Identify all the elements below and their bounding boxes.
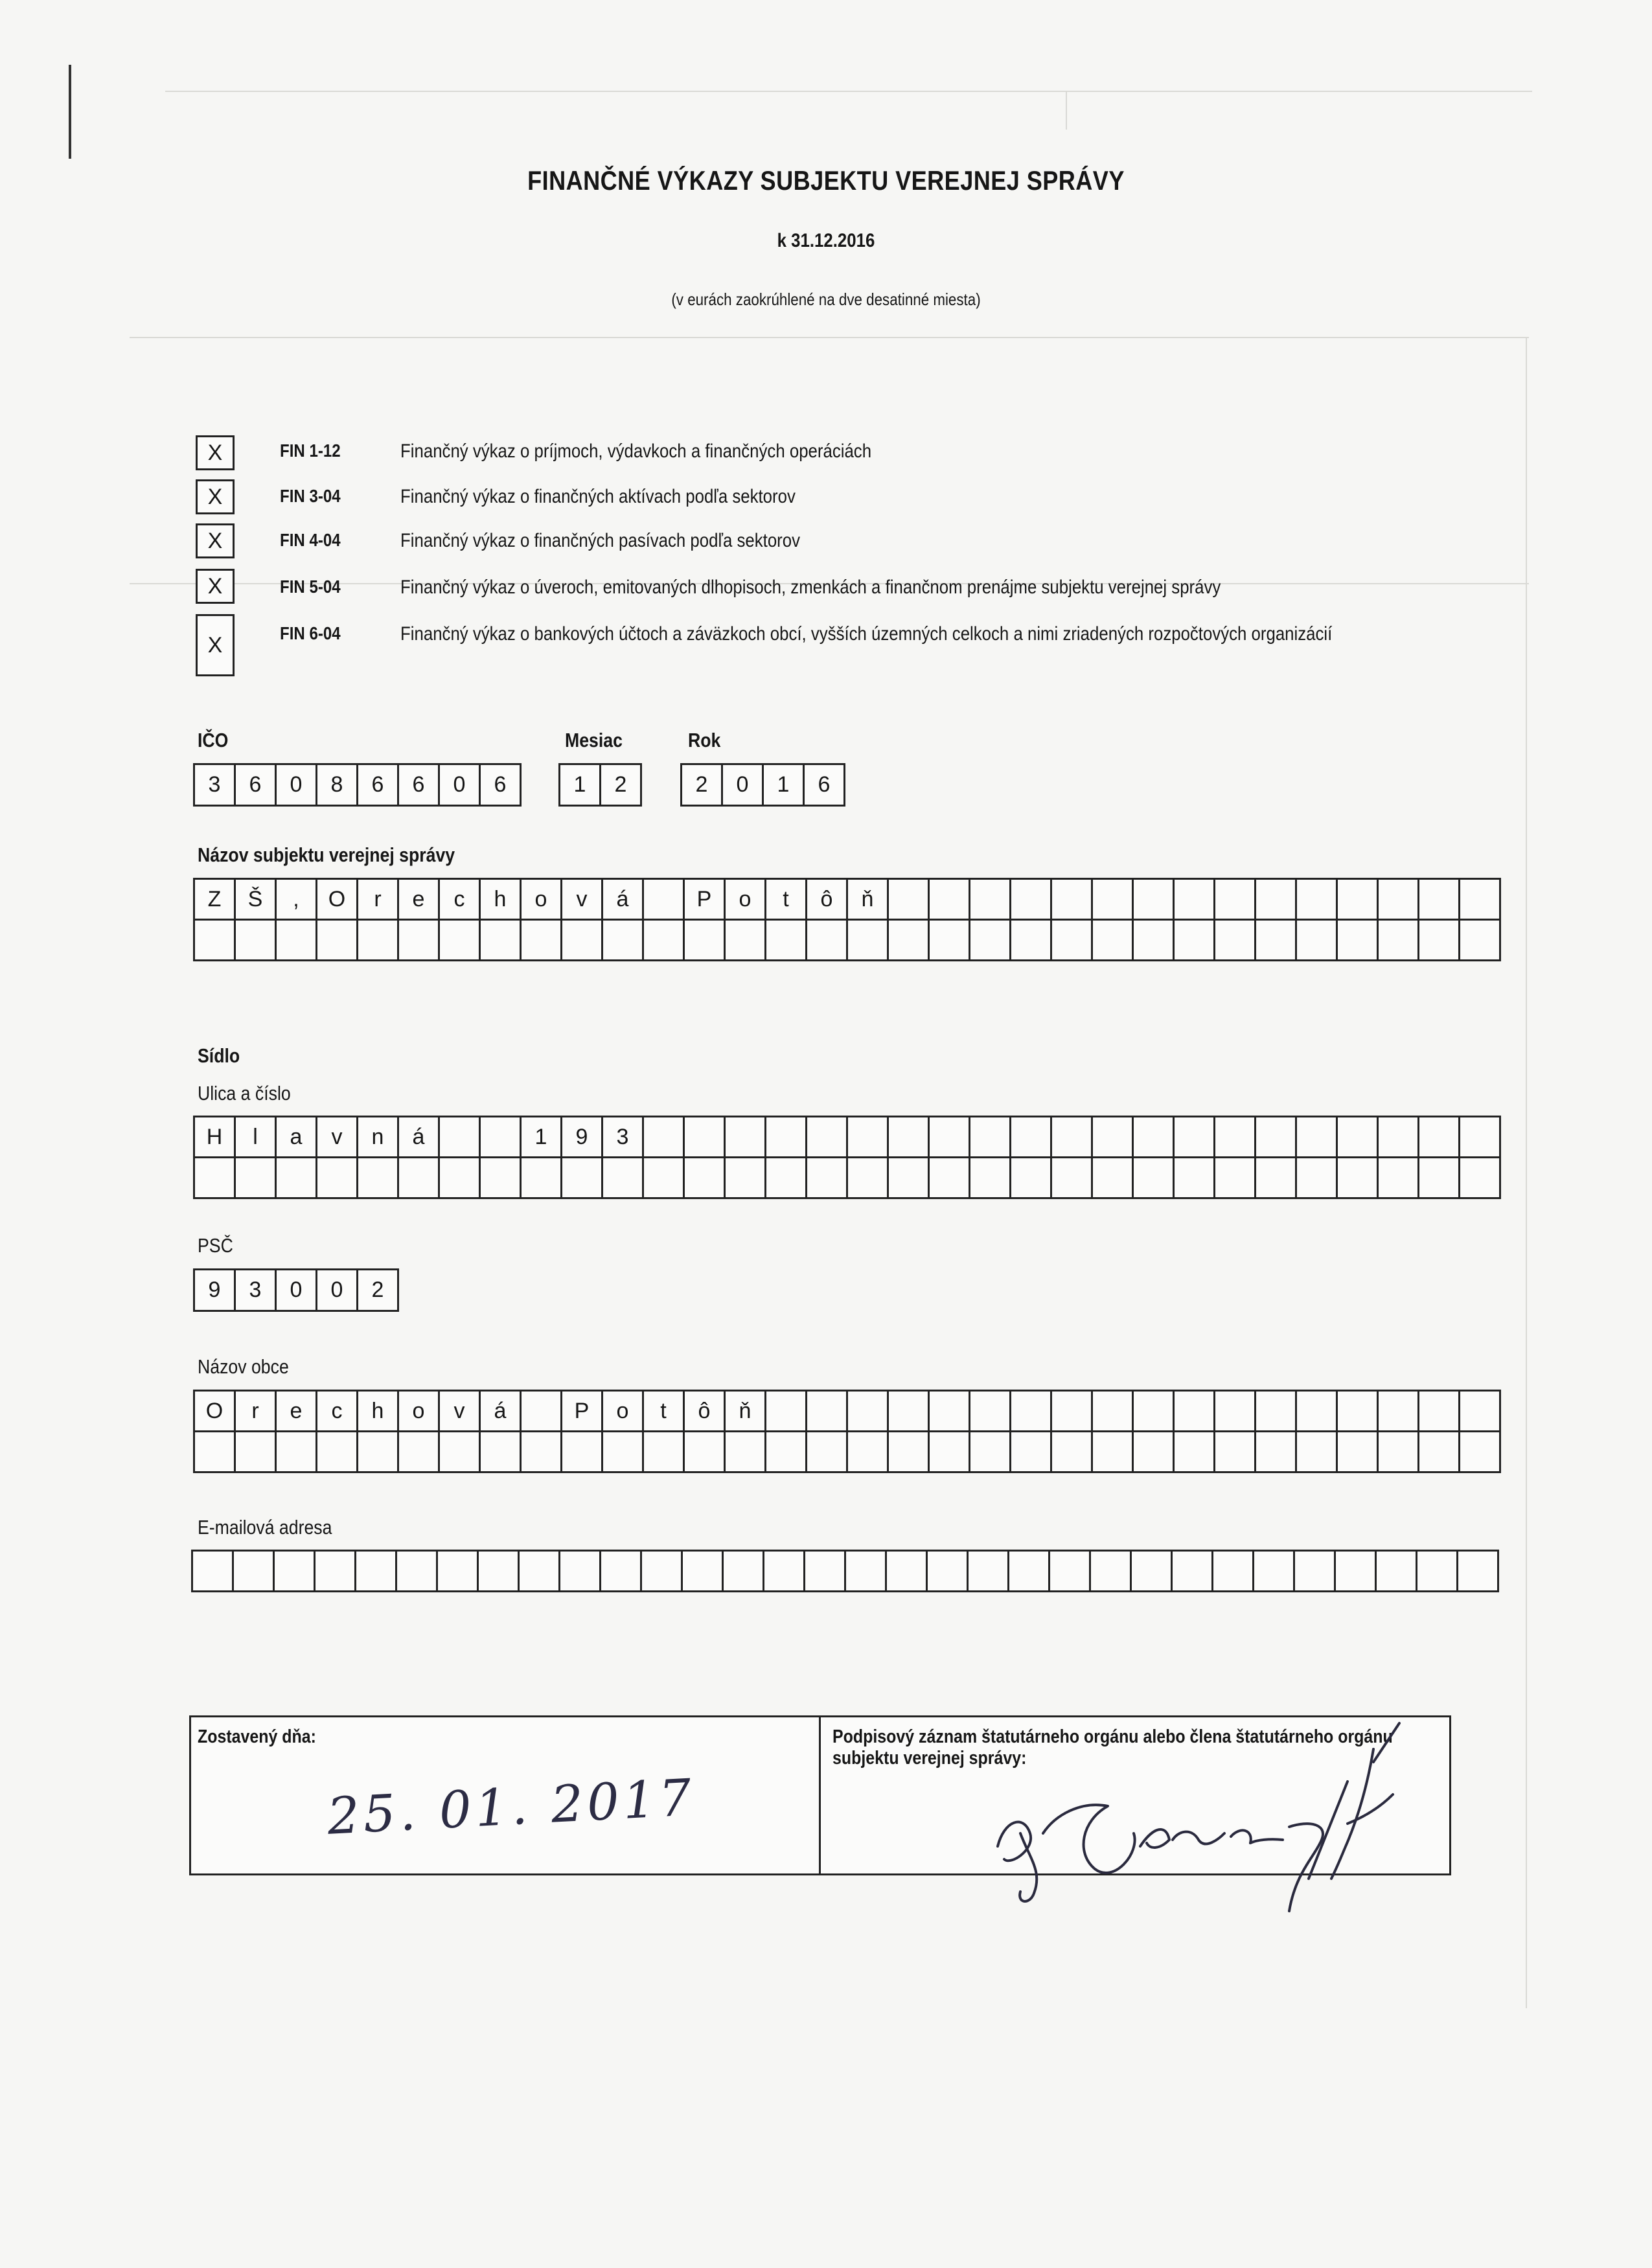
- report-code: FIN 6-04: [280, 623, 341, 643]
- char-cell: [1378, 1158, 1419, 1198]
- psc-digit: 2: [358, 1270, 398, 1311]
- char-cell: [643, 879, 684, 920]
- char-cell: o: [602, 1391, 643, 1432]
- char-cell: [723, 1551, 764, 1592]
- char-cell: [1296, 1432, 1337, 1472]
- char-cell: c: [317, 1391, 358, 1432]
- char-cell: [847, 1158, 888, 1198]
- year-digit: 2: [682, 764, 722, 806]
- char-cell: [1376, 1551, 1417, 1592]
- char-cell: [725, 920, 766, 961]
- month-digit: 1: [560, 764, 601, 806]
- char-cell: [1174, 920, 1215, 961]
- char-cell: e: [398, 879, 439, 920]
- char-cell: [766, 1391, 807, 1432]
- char-cell: [1337, 920, 1378, 961]
- char-cell: c: [439, 879, 480, 920]
- char-cell: [356, 1551, 396, 1592]
- char-cell: [807, 1432, 847, 1472]
- char-cell: v: [439, 1391, 480, 1432]
- char-cell: [1009, 1551, 1050, 1592]
- char-cell: [643, 1432, 684, 1472]
- report-code: FIN 4-04: [280, 530, 341, 550]
- report-description: Finančný výkaz o finančných pasívach podľa sektorov: [400, 530, 801, 551]
- report-description: Finančný výkaz o úveroch, emitovaných dlhopisoch, zmenkách a finančnom prenájme subjektu verejnej správy: [400, 577, 1221, 598]
- char-cell: [684, 1432, 725, 1472]
- char-cell: o: [725, 879, 766, 920]
- char-cell: [562, 1432, 602, 1472]
- char-cell: [1090, 1551, 1131, 1592]
- year-field[interactable]: [680, 763, 845, 807]
- char-cell: [1419, 1117, 1460, 1158]
- char-cell: [317, 920, 358, 961]
- char-cell: [1460, 1117, 1500, 1158]
- char-cell: [1458, 1551, 1498, 1592]
- char-cell: ô: [684, 1391, 725, 1432]
- char-cell: [1011, 1432, 1051, 1472]
- char-cell: [398, 1432, 439, 1472]
- char-cell: [643, 1117, 684, 1158]
- report-checkbox-fin-6-04[interactable]: X: [196, 614, 235, 676]
- char-cell: [805, 1551, 845, 1592]
- char-cell: [643, 920, 684, 961]
- char-cell: [1460, 1158, 1500, 1198]
- char-cell: [235, 1158, 276, 1198]
- char-cell: [927, 1551, 968, 1592]
- char-cell: [929, 1432, 970, 1472]
- char-cell: [1419, 1432, 1460, 1472]
- char-cell: h: [480, 879, 521, 920]
- char-cell: [807, 1117, 847, 1158]
- char-cell: t: [643, 1391, 684, 1432]
- char-cell: [970, 920, 1011, 961]
- char-cell: [480, 1117, 521, 1158]
- char-cell: ň: [847, 879, 888, 920]
- char-cell: [1256, 1432, 1296, 1472]
- char-cell: [478, 1551, 519, 1592]
- char-cell: [1378, 1117, 1419, 1158]
- char-cell: P: [684, 879, 725, 920]
- char-cell: [1092, 920, 1133, 961]
- char-cell: [1419, 1158, 1460, 1198]
- char-cell: [1133, 920, 1174, 961]
- char-cell: [1215, 1432, 1256, 1472]
- char-cell: [1133, 1117, 1174, 1158]
- char-cell: [1011, 1117, 1051, 1158]
- char-cell: [317, 1432, 358, 1472]
- char-cell: [317, 1158, 358, 1198]
- char-cell: [970, 1432, 1011, 1472]
- show-through-rule: [1526, 337, 1527, 2008]
- char-cell: [276, 1158, 317, 1198]
- char-cell: [684, 1117, 725, 1158]
- char-cell: [439, 1432, 480, 1472]
- report-code: FIN 1-12: [280, 441, 341, 461]
- ico-label: IČO: [198, 729, 229, 751]
- char-cell: [235, 1432, 276, 1472]
- char-cell: [1092, 1117, 1133, 1158]
- psc-label: PSČ: [198, 1234, 233, 1257]
- char-cell: [1256, 1391, 1296, 1432]
- char-cell: ň: [725, 1391, 766, 1432]
- char-cell: [480, 1158, 521, 1198]
- char-cell: [847, 920, 888, 961]
- municipality-label: Názov obce: [198, 1355, 289, 1378]
- psc-digit: 9: [194, 1270, 235, 1311]
- show-through-rule: [1066, 91, 1067, 130]
- ico-digit: 0: [276, 764, 317, 806]
- char-cell: [602, 920, 643, 961]
- char-cell: [315, 1551, 356, 1592]
- char-cell: [684, 1158, 725, 1198]
- char-cell: [233, 1551, 274, 1592]
- char-cell: [682, 1551, 723, 1592]
- char-cell: r: [235, 1391, 276, 1432]
- page-subtitle: (v eurách zaokrúhlené na dve desatinné miesta): [671, 290, 981, 309]
- char-cell: [1337, 1117, 1378, 1158]
- char-cell: [1092, 1432, 1133, 1472]
- char-cell: [439, 1158, 480, 1198]
- char-cell: [929, 1391, 970, 1432]
- char-cell: [888, 920, 929, 961]
- char-cell: [684, 920, 725, 961]
- char-cell: [1133, 879, 1174, 920]
- char-cell: t: [766, 879, 807, 920]
- page-title: FINANČNÉ VÝKAZY SUBJEKTU VEREJNEJ SPRÁVY: [527, 165, 1125, 196]
- char-cell: ô: [807, 879, 847, 920]
- char-cell: O: [317, 879, 358, 920]
- char-cell: Z: [194, 879, 235, 920]
- char-cell: [1460, 920, 1500, 961]
- report-code: FIN 5-04: [280, 577, 341, 597]
- char-cell: e: [276, 1391, 317, 1432]
- ico-digit: 6: [480, 764, 521, 806]
- char-cell: [1417, 1551, 1458, 1592]
- char-cell: [766, 1117, 807, 1158]
- char-cell: [1378, 1391, 1419, 1432]
- char-cell: [1011, 1158, 1051, 1198]
- char-cell: [1337, 1158, 1378, 1198]
- char-cell: [1011, 1391, 1051, 1432]
- char-cell: [1460, 879, 1500, 920]
- char-cell: [194, 1432, 235, 1472]
- show-through-rule: [130, 337, 1529, 338]
- char-cell: [358, 1158, 398, 1198]
- char-cell: [929, 879, 970, 920]
- char-cell: á: [602, 879, 643, 920]
- char-cell: [1051, 1158, 1092, 1198]
- char-cell: [970, 1117, 1011, 1158]
- char-cell: [847, 1117, 888, 1158]
- char-cell: [1256, 1117, 1296, 1158]
- char-cell: [888, 1391, 929, 1432]
- email-field[interactable]: [191, 1550, 1499, 1592]
- char-cell: [480, 1432, 521, 1472]
- char-cell: 1: [521, 1117, 562, 1158]
- char-cell: [1011, 920, 1051, 961]
- char-cell: [396, 1551, 437, 1592]
- char-cell: [1460, 1391, 1500, 1432]
- char-cell: [807, 1391, 847, 1432]
- char-cell: [439, 1117, 480, 1158]
- char-cell: 9: [562, 1117, 602, 1158]
- char-cell: [1215, 1158, 1256, 1198]
- char-cell: [602, 1432, 643, 1472]
- char-cell: [192, 1551, 233, 1592]
- ico-digit: 8: [317, 764, 358, 806]
- char-cell: [1256, 920, 1296, 961]
- char-cell: [1296, 1391, 1337, 1432]
- char-cell: [807, 1158, 847, 1198]
- signature-icon: [985, 1710, 1451, 1924]
- psc-field[interactable]: [193, 1268, 399, 1312]
- char-cell: [519, 1551, 560, 1592]
- char-cell: [1133, 1432, 1174, 1472]
- char-cell: [358, 1432, 398, 1472]
- char-cell: [602, 1158, 643, 1198]
- margin-mark: [69, 65, 71, 159]
- char-cell: [929, 1158, 970, 1198]
- char-cell: [929, 1117, 970, 1158]
- char-cell: [1419, 1391, 1460, 1432]
- char-cell: [235, 920, 276, 961]
- signature-box-divider: [819, 1715, 821, 1875]
- char-cell: [1215, 1117, 1256, 1158]
- char-cell: [1215, 1391, 1256, 1432]
- char-cell: [1174, 1158, 1215, 1198]
- char-cell: v: [562, 879, 602, 920]
- entity-name-field[interactable]: [193, 878, 1501, 961]
- char-cell: [1131, 1551, 1172, 1592]
- char-cell: [970, 1391, 1011, 1432]
- char-cell: [1378, 1432, 1419, 1472]
- char-cell: [1092, 1391, 1133, 1432]
- char-cell: P: [562, 1391, 602, 1432]
- psc-digit: 0: [276, 1270, 317, 1311]
- char-cell: [1172, 1551, 1213, 1592]
- compiled-date-handwritten: 25. 01. 2017: [326, 1769, 697, 1846]
- municipality-field[interactable]: [193, 1390, 1501, 1473]
- char-cell: [847, 1432, 888, 1472]
- char-cell: [929, 920, 970, 961]
- report-code: FIN 3-04: [280, 486, 341, 506]
- char-cell: [643, 1158, 684, 1198]
- char-cell: [1174, 879, 1215, 920]
- ico-field[interactable]: [193, 763, 522, 807]
- char-cell: r: [358, 879, 398, 920]
- char-cell: [725, 1432, 766, 1472]
- char-cell: [1092, 879, 1133, 920]
- char-cell: O: [194, 1391, 235, 1432]
- char-cell: [194, 920, 235, 961]
- month-digit: 2: [601, 764, 641, 806]
- char-cell: [845, 1551, 886, 1592]
- char-cell: [358, 920, 398, 961]
- char-cell: Š: [235, 879, 276, 920]
- year-digit: 0: [722, 764, 763, 806]
- char-cell: [1011, 879, 1051, 920]
- report-checkbox-fin-5-04[interactable]: X: [196, 569, 235, 604]
- seat-label: Sídlo: [198, 1044, 240, 1067]
- char-cell: [276, 1432, 317, 1472]
- entity-name-label: Názov subjektu verejnej správy: [198, 843, 455, 866]
- char-cell: [1050, 1551, 1090, 1592]
- ico-digit: 6: [235, 764, 276, 806]
- char-cell: [601, 1551, 641, 1592]
- ico-digit: 6: [398, 764, 439, 806]
- char-cell: [1133, 1391, 1174, 1432]
- street-label: Ulica a číslo: [198, 1082, 291, 1105]
- ico-digit: 6: [358, 764, 398, 806]
- char-cell: [888, 1432, 929, 1472]
- report-checkbox-fin-1-12[interactable]: X: [196, 435, 235, 470]
- char-cell: [970, 1158, 1011, 1198]
- char-cell: [398, 1158, 439, 1198]
- char-cell: [1174, 1117, 1215, 1158]
- char-cell: [1213, 1551, 1254, 1592]
- char-cell: [437, 1551, 478, 1592]
- char-cell: á: [480, 1391, 521, 1432]
- char-cell: o: [521, 879, 562, 920]
- compiled-label: Zostavený dňa:: [198, 1726, 316, 1747]
- report-description: Finančný výkaz o príjmoch, výdavkoch a finančných operáciách: [400, 441, 872, 462]
- char-cell: [274, 1551, 315, 1592]
- char-cell: [1296, 879, 1337, 920]
- char-cell: [1215, 920, 1256, 961]
- char-cell: [1051, 1117, 1092, 1158]
- char-cell: [766, 1158, 807, 1198]
- char-cell: [1256, 1158, 1296, 1198]
- ico-digit: 3: [194, 764, 235, 806]
- char-cell: [1051, 879, 1092, 920]
- char-cell: [1174, 1391, 1215, 1432]
- char-cell: [1256, 879, 1296, 920]
- char-cell: [641, 1551, 682, 1592]
- char-cell: [1460, 1432, 1500, 1472]
- char-cell: [968, 1551, 1009, 1592]
- char-cell: [1051, 1391, 1092, 1432]
- char-cell: [764, 1551, 805, 1592]
- street-field[interactable]: [193, 1116, 1501, 1199]
- char-cell: [194, 1158, 235, 1198]
- char-cell: [886, 1551, 927, 1592]
- char-cell: ,: [276, 879, 317, 920]
- psc-digit: 3: [235, 1270, 276, 1311]
- char-cell: [521, 1432, 562, 1472]
- report-checkbox-fin-3-04[interactable]: X: [196, 479, 235, 514]
- year-digit: 1: [763, 764, 804, 806]
- ico-digit: 0: [439, 764, 480, 806]
- char-cell: [562, 1158, 602, 1198]
- char-cell: [1174, 1432, 1215, 1472]
- char-cell: [1051, 1432, 1092, 1472]
- char-cell: [1254, 1551, 1294, 1592]
- year-digit: 6: [804, 764, 845, 806]
- char-cell: [480, 920, 521, 961]
- char-cell: [1419, 879, 1460, 920]
- char-cell: [276, 920, 317, 961]
- char-cell: [725, 1117, 766, 1158]
- char-cell: [562, 920, 602, 961]
- char-cell: [970, 879, 1011, 920]
- month-label: Mesiac: [565, 729, 623, 751]
- char-cell: [1133, 1158, 1174, 1198]
- month-field[interactable]: [558, 763, 642, 807]
- char-cell: l: [235, 1117, 276, 1158]
- char-cell: v: [317, 1117, 358, 1158]
- char-cell: á: [398, 1117, 439, 1158]
- char-cell: [1051, 920, 1092, 961]
- char-cell: [521, 1158, 562, 1198]
- char-cell: [439, 920, 480, 961]
- report-description: Finančný výkaz o finančných aktívach podľa sektorov: [400, 486, 796, 507]
- report-date: k 31.12.2016: [777, 230, 875, 251]
- char-cell: [1296, 1158, 1337, 1198]
- char-cell: [766, 1432, 807, 1472]
- char-cell: [888, 1158, 929, 1198]
- char-cell: [521, 1391, 562, 1432]
- char-cell: [1296, 920, 1337, 961]
- signature-label: Podpisový záznam štatutárneho orgánu alebo člena štatutárneho orgánu subjektu verejnej správy:: [832, 1726, 1393, 1769]
- char-cell: [888, 1117, 929, 1158]
- char-cell: [1419, 920, 1460, 961]
- show-through-rule: [165, 91, 1532, 92]
- char-cell: [1378, 879, 1419, 920]
- char-cell: [1296, 1117, 1337, 1158]
- char-cell: 3: [602, 1117, 643, 1158]
- year-label: Rok: [688, 729, 721, 751]
- char-cell: [521, 920, 562, 961]
- char-cell: [766, 920, 807, 961]
- char-cell: [807, 920, 847, 961]
- char-cell: [888, 879, 929, 920]
- char-cell: [1294, 1551, 1335, 1592]
- report-checkbox-fin-4-04[interactable]: X: [196, 523, 235, 558]
- char-cell: [1092, 1158, 1133, 1198]
- report-description: Finančný výkaz o bankových účtoch a záväzkoch obcí, vyšších územných celkoch a nimi zriadených rozpočtových organizácií: [400, 623, 1333, 645]
- char-cell: [1335, 1551, 1376, 1592]
- char-cell: o: [398, 1391, 439, 1432]
- char-cell: [1378, 920, 1419, 961]
- char-cell: a: [276, 1117, 317, 1158]
- email-label: E-mailová adresa: [198, 1516, 332, 1539]
- char-cell: [1337, 1432, 1378, 1472]
- char-cell: [560, 1551, 601, 1592]
- char-cell: [847, 1391, 888, 1432]
- char-cell: [1337, 879, 1378, 920]
- char-cell: H: [194, 1117, 235, 1158]
- char-cell: [1215, 879, 1256, 920]
- psc-digit: 0: [317, 1270, 358, 1311]
- char-cell: [1337, 1391, 1378, 1432]
- char-cell: [398, 920, 439, 961]
- char-cell: n: [358, 1117, 398, 1158]
- char-cell: [725, 1158, 766, 1198]
- char-cell: h: [358, 1391, 398, 1432]
